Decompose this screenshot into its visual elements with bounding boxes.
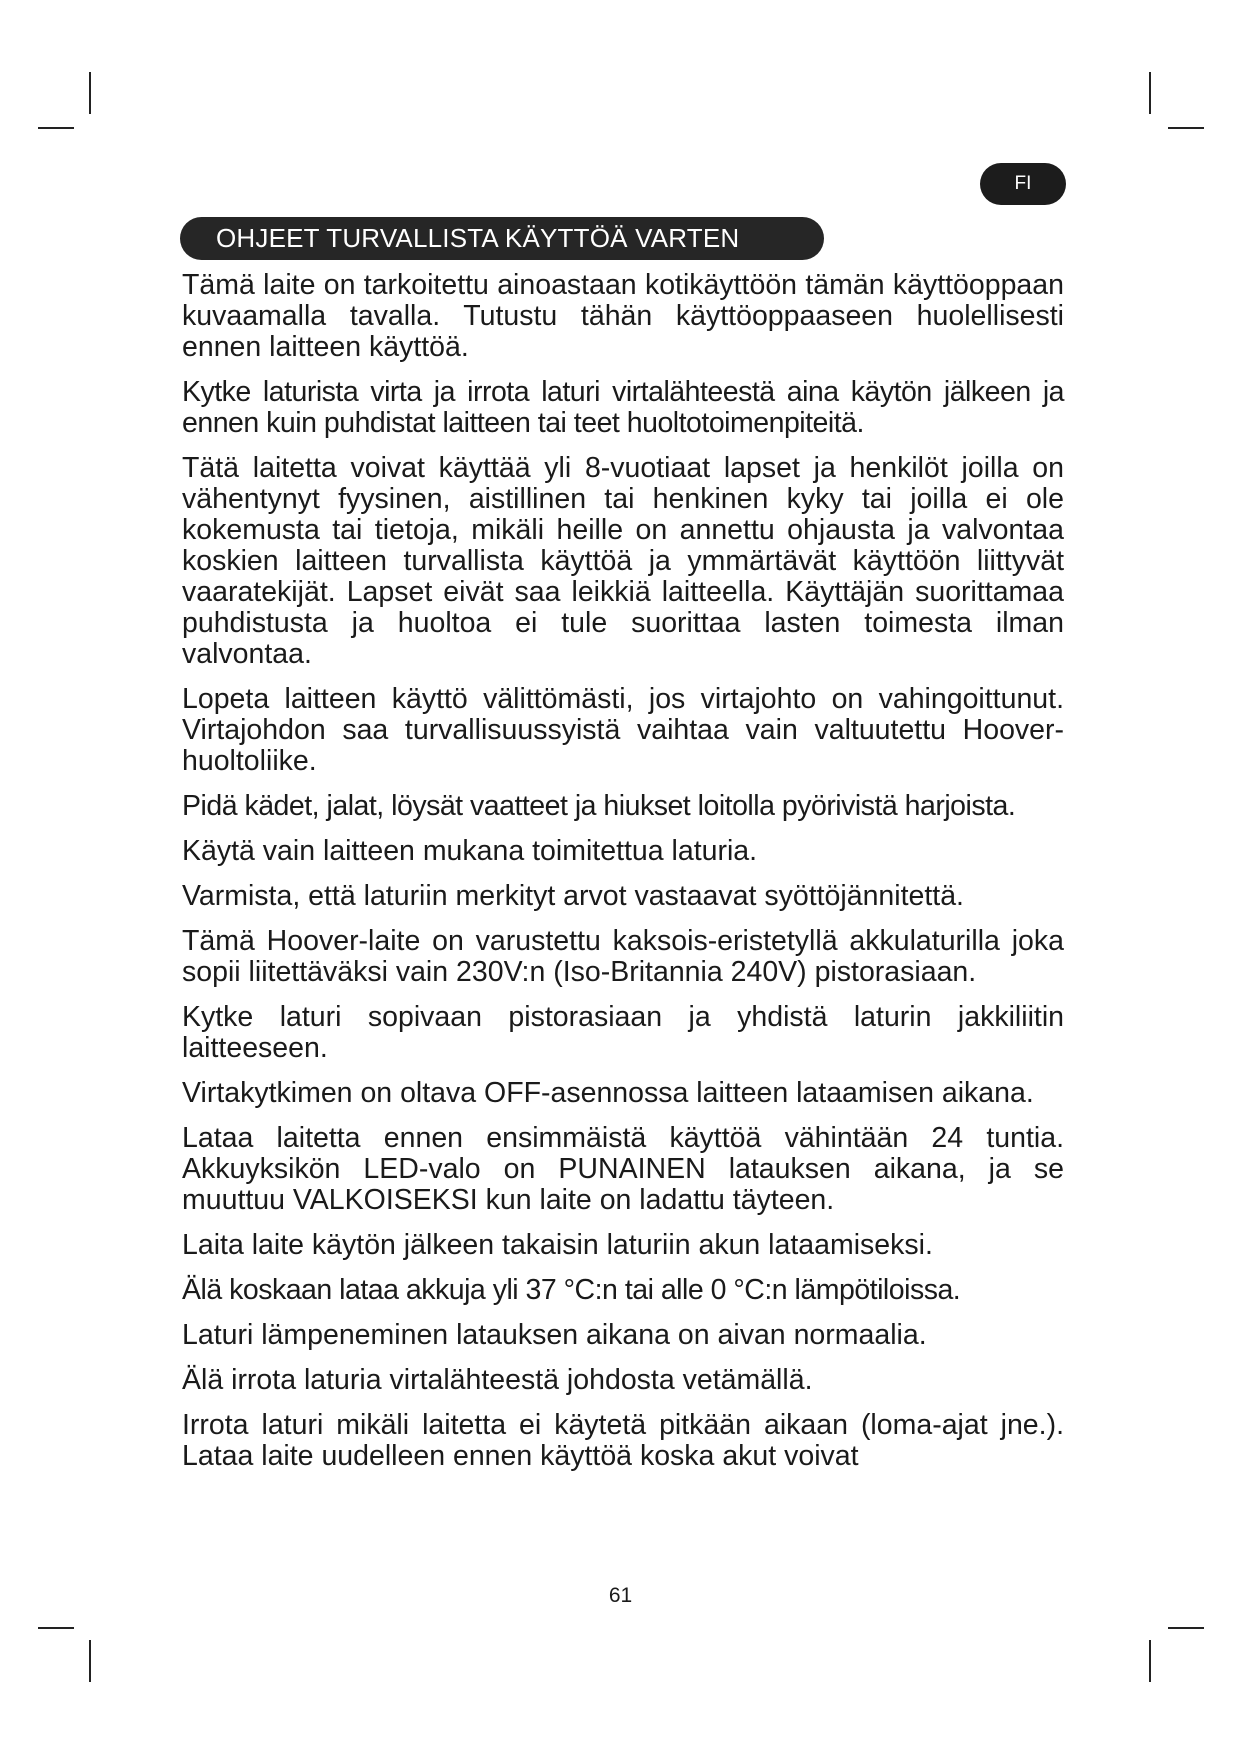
paragraph: Älä koskaan lataa akkuja yli 37 °C:n tai alle 0 °C:n lämpötiloissa. — [182, 1274, 961, 1306]
paragraph: Kytke laturista virta ja irrota laturi virtalähteestä aina käytön jälkeen ja ennen kuin puhdistat laitteen tai teet huoltotoimenpiteitä. — [182, 376, 1064, 439]
paragraph: Älä irrota laturia virtalähteestä johdosta vetämällä. — [182, 1364, 813, 1396]
section-title: OHJEET TURVALLISTA KÄYTTÖÄ VARTEN — [180, 217, 824, 260]
paragraph: Pidä kädet, jalat, löysät vaatteet ja hiukset loitolla pyörivistä harjoista. — [182, 790, 1016, 822]
paragraph: Virtakytkimen on oltava OFF-asennossa laitteen lataamisen aikana. — [182, 1077, 1034, 1109]
paragraph: Käytä vain laitteen mukana toimitettua laturia. — [182, 835, 758, 867]
crop-mark-top-right — [1149, 72, 1151, 114]
paragraph: Tämä laite on tarkoitettu ainoastaan kotikäyttöön tämän käyttöoppaan kuvaamalla tavalla. Tutustu tähän käyttöoppaaseen huolellisesti ennen laitteen käyttöä. — [182, 269, 1064, 363]
crop-mark-bottom-right — [1168, 1627, 1204, 1629]
paragraph: Lopeta laitteen käyttö välittömästi, jos virtajohto on vahingoittunut. Virtajohdon saa turvallisuussyistä vaihtaa vain valtuutettu Hoover-huoltoliike. — [182, 683, 1064, 777]
paragraph: Varmista, että laturiin merkityt arvot vastaavat syöttöjännitettä. — [182, 880, 964, 912]
paragraph: Laturi lämpeneminen latauksen aikana on aivan normaalia. — [182, 1319, 927, 1351]
crop-mark-bottom-left — [89, 1640, 91, 1682]
crop-mark-top-left — [89, 72, 91, 114]
page-number: 61 — [608, 1584, 633, 1607]
paragraph: Tämä Hoover-laite on varustettu kaksois-eristetyllä akkulaturilla joka sopii liitettäväksi vain 230V:n (Iso-Britannia 240V) pistorasiaan. — [182, 925, 1064, 988]
crop-mark-top-right — [1168, 127, 1204, 129]
paragraph: Laita laite käytön jälkeen takaisin laturiin akun lataamiseksi. — [182, 1229, 933, 1261]
crop-mark-bottom-right — [1149, 1640, 1151, 1682]
crop-mark-top-left — [38, 127, 74, 129]
paragraph: Irrota laturi mikäli laitetta ei käytetä pitkään aikaan (loma-ajat jne.). Lataa laite uudelleen ennen käyttöä koska akut voivat — [182, 1409, 1064, 1472]
paragraph: Lataa laitetta ennen ensimmäistä käyttöä vähintään 24 tuntia. Akkuyksikön LED-valo on PUNAINEN latauksen aikana, ja se muuttuu VALKOISEKSI kun laite on ladattu täyteen. — [182, 1122, 1064, 1216]
language-badge: FI — [980, 163, 1066, 205]
body-text — [182, 270, 1064, 1486]
paragraph: Tätä laitetta voivat käyttää yli 8-vuotiaat lapset ja henkilöt joilla on vähentynyt fyysinen, aistillinen tai henkinen kyky tai joilla ei ole kokemusta tai tietoja, mikäli heille on annettu ohjausta ja valvontaa koskien laitteen turvallista käyttöä ja ymmärtävät käyttöön liittyvät vaaratekijät. Lapset eivät saa leikkiä laitteella. Käyttäjän suorittamaa puhdistusta ja huoltoa ei tule suorittaa lasten toimesta ilman valvontaa. — [182, 452, 1064, 670]
crop-mark-bottom-left — [38, 1627, 74, 1629]
paragraph: Kytke laturi sopivaan pistorasiaan ja yhdistä laturin jakkiliitin laitteeseen. — [182, 1001, 1064, 1064]
